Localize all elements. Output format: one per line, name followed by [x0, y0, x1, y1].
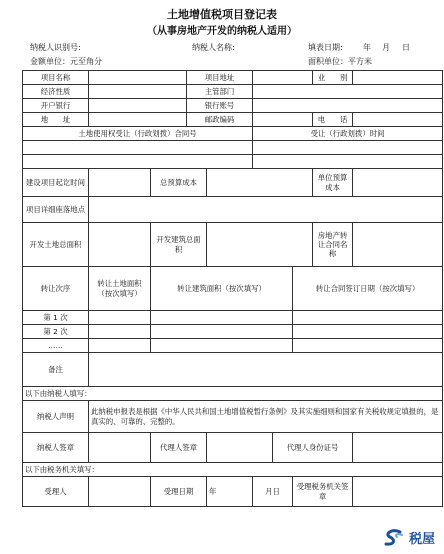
- agent-sign-field[interactable]: [207, 433, 273, 463]
- postal-code-field[interactable]: [253, 113, 313, 127]
- receive-date-label: 受理日期: [151, 477, 207, 507]
- registration-form-table: [22, 70, 443, 507]
- industry-label: 业 别: [313, 71, 353, 85]
- receiver-field[interactable]: [89, 477, 151, 507]
- project-details-field[interactable]: [89, 197, 443, 223]
- watermark-logo: [379, 527, 438, 548]
- taxpayer-sign-label: 纳税人签章: [23, 433, 89, 463]
- receive-month-day-cell[interactable]: [253, 477, 293, 507]
- first-transfer-label: 第 1 次: [23, 311, 89, 325]
- day-label: 日: [402, 43, 410, 52]
- declaration-text: 此纳税申报表是根据《中华人民共和国土地增值税暂行条例》及其实施细则和国家有关税收规定填报的，是真实的、可靠的、完整的。: [89, 401, 443, 433]
- economic-nature-label: 经济性质: [23, 85, 89, 99]
- project-name-field[interactable]: [89, 71, 187, 85]
- taxpayer-name-label: 纳税人名称:: [192, 43, 235, 52]
- total-budget-label: 总预算成本: [151, 169, 207, 197]
- bank-field[interactable]: [89, 99, 187, 113]
- agent-sign-label: 代理人签章: [151, 433, 207, 463]
- dev-land-area-label: 开发土地总面积: [23, 223, 89, 267]
- project-name-label: 项目名称: [23, 71, 89, 85]
- transfer-order-header: 转让次序: [23, 267, 89, 311]
- contract-date-header: 转让合同签订日期（按次填写）: [293, 267, 443, 311]
- bank-label: 开户银行: [23, 99, 89, 113]
- amount-unit-label: 金额单位：元至角分: [30, 57, 102, 66]
- total-budget-field[interactable]: [207, 169, 313, 197]
- taxpayer-sign-field[interactable]: [89, 433, 151, 463]
- postal-code-label: 邮政编码: [187, 113, 253, 127]
- taxpayer-declaration-label: 纳税人声明: [23, 401, 89, 433]
- project-details-label: 项目详细座落地点: [23, 197, 89, 223]
- address-label: 地 址: [23, 113, 89, 127]
- bank-account-field[interactable]: [253, 99, 443, 113]
- first-contract-date-field[interactable]: [293, 311, 443, 325]
- unit-budget-field[interactable]: [353, 169, 443, 197]
- land-contract-no-field-2[interactable]: [23, 155, 253, 169]
- dev-building-area-field[interactable]: [207, 223, 313, 267]
- remarks-field[interactable]: [89, 353, 443, 387]
- bank-account-label: 银行账号: [187, 99, 253, 113]
- receive-year-label: 年: [209, 486, 217, 496]
- watermark-text: 税屋: [408, 532, 435, 547]
- form-subtitle: （从事房地产开发的纳税人适用）: [147, 26, 297, 37]
- tax-authority-fill-section: 以下由税务机关填写：: [23, 463, 443, 477]
- second-contract-date-field[interactable]: [293, 325, 443, 339]
- transfer-land-area-header: 转让土地面积（按次填写）: [89, 267, 151, 311]
- land-contract-no-field[interactable]: [23, 141, 253, 155]
- remarks-label: 备注: [23, 353, 89, 387]
- agent-id-label: 代理人身份证号: [273, 433, 353, 463]
- month-label: 月: [382, 43, 390, 52]
- agent-id-field[interactable]: [353, 433, 443, 463]
- fill-date-label: 填表日期:: [308, 43, 343, 52]
- area-unit-label: 面积单位：平方米: [308, 57, 372, 66]
- logo-s-icon: [382, 529, 406, 547]
- more-transfers-label: ……: [23, 339, 89, 353]
- form-title: 土地增值税项目登记表: [167, 8, 277, 21]
- phone-field[interactable]: [353, 113, 443, 127]
- dev-land-area-field[interactable]: [89, 223, 151, 267]
- phone-label: 电 话: [313, 113, 353, 127]
- second-building-area-field[interactable]: [151, 325, 293, 339]
- project-address-field[interactable]: [253, 71, 313, 85]
- transfer-time-field-2[interactable]: [253, 155, 443, 169]
- transfer-time-label: 受让（行政划拨）时间: [253, 127, 443, 141]
- receive-year-cell[interactable]: [207, 477, 253, 507]
- tax-authority-sign-label: 受理税务机关签章: [293, 477, 353, 507]
- construction-period-field[interactable]: [89, 169, 151, 197]
- second-transfer-label: 第 2 次: [23, 325, 89, 339]
- address-field[interactable]: [89, 113, 187, 127]
- project-address-label: 项目地址: [187, 71, 253, 85]
- receive-month-day-label: 月日: [265, 486, 280, 496]
- construction-period-label: 建设项目起讫时间: [23, 169, 89, 197]
- sale-contract-count-field[interactable]: [353, 223, 443, 267]
- dev-building-area-label: 开发建筑总面积: [151, 223, 207, 267]
- transfer-time-field[interactable]: [253, 141, 443, 155]
- economic-nature-field[interactable]: [89, 85, 187, 99]
- land-contract-no-label: 土地使用权受让（行政划拨）合同号: [23, 127, 253, 141]
- first-land-area-field[interactable]: [89, 311, 151, 325]
- tax-authority-sign-field[interactable]: [353, 477, 443, 507]
- taxpayer-id-label: 纳税人识别号:: [30, 43, 81, 52]
- taxpayer-fill-section: 以下由纳税人填写：: [23, 387, 443, 401]
- first-building-area-field[interactable]: [151, 311, 293, 325]
- unit-budget-label: 单位预算成本: [313, 169, 353, 197]
- second-land-area-field[interactable]: [89, 325, 151, 339]
- industry-field[interactable]: [353, 71, 443, 85]
- competent-department-label: 主管部门: [187, 85, 253, 99]
- more-building-area-field[interactable]: [151, 339, 293, 353]
- year-label: 年: [363, 43, 371, 52]
- receiver-label: 受理人: [23, 477, 89, 507]
- more-contract-date-field[interactable]: [293, 339, 443, 353]
- sale-contract-count-label: 房地产转让合同名称: [313, 223, 353, 267]
- competent-department-field[interactable]: [253, 85, 443, 99]
- transfer-building-area-header: 转让建筑面积（按次填写）: [151, 267, 293, 311]
- more-land-area-field[interactable]: [89, 339, 151, 353]
